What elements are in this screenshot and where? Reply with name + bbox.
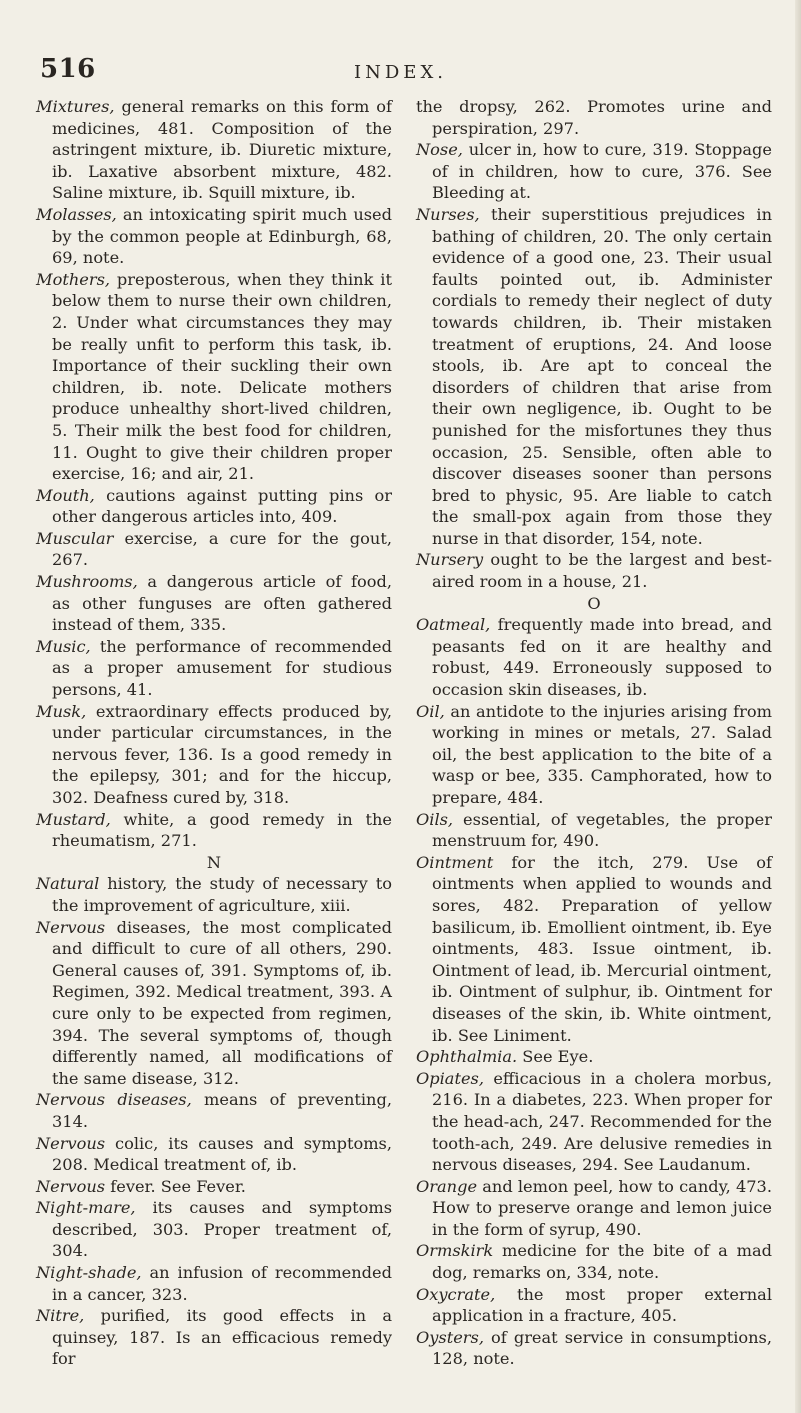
- index-entry: [416, 96, 772, 139]
- entry-text: the performance of recommended as a proper amusement for studious persons, 41.: [52, 636, 392, 700]
- entry-text: purified, its good effects in a quinsey, 187. Is an efficacious remedy for: [52, 1306, 392, 1369]
- entry-headword: Nervous diseases,: [36, 1090, 192, 1110]
- entry-text: general remarks on this form of medicines, 481. Composition of the astringent mixture, ib. Diuretic mixture, ib. Laxative absorbent mixture, 482. Saline mixture, ib. Squill mixture, ib.: [52, 97, 392, 203]
- entry-text: ought to be the largest and best-aired room in a house, 21.: [432, 550, 772, 592]
- entry-headword: Mothers,: [36, 269, 111, 289]
- entry-headword: Mixtures,: [36, 97, 115, 116]
- entry-headword: Mustard,: [36, 809, 111, 829]
- entry-headword: Ophthalmia.: [416, 1047, 518, 1067]
- entry-headword: Nose,: [416, 140, 463, 160]
- entry-text: an antidote to the injuries arising from working in mines or metals, 27. Salad oil, the best application to the bite of a wasp or bee, 335. Camphorated, how to prepare, 484.: [432, 701, 772, 807]
- index-entry: [416, 1176, 772, 1241]
- entry-text: a dangerous article of food, as other funguses are often gathered instead of them, 335.: [52, 572, 392, 635]
- entry-headword: Muscular: [36, 528, 114, 548]
- entry-headword: Oatmeal,: [416, 615, 491, 635]
- entry-text: efficacious in a cholera morbus, 216. In a diabetes, 223. When proper for the head-ach, 247. Recommended for the tooth-ach, 249. Are delusive remedies in nervous diseases, 294. See Laudanum.: [432, 1068, 772, 1175]
- index-entry: [36, 528, 392, 571]
- index-entry: [416, 1046, 772, 1068]
- entry-headword: Nursery: [416, 550, 484, 570]
- entry-text: essential, of vegetables, the proper menstruum for, 490.: [432, 809, 772, 851]
- index-entry: [36, 1089, 392, 1132]
- entry-headword: Nervous: [36, 917, 106, 937]
- section-letter: N: [206, 852, 222, 872]
- index-entry: [36, 571, 392, 636]
- index-entry: [416, 1284, 772, 1327]
- index-entry: [36, 1176, 392, 1198]
- index-entry: [36, 485, 392, 528]
- section-letter: O: [587, 593, 601, 613]
- index-entry: [36, 1197, 392, 1262]
- index-entry: [416, 852, 772, 1046]
- entry-text: an intoxicating spirit much used by the common people at Edinburgh, 68, 69, note.: [52, 204, 392, 268]
- entry-text: its causes and symptoms described, 303. Proper treatment of, 304.: [52, 1198, 392, 1261]
- entry-headword: Musk,: [36, 701, 87, 721]
- index-entry: [36, 1305, 392, 1370]
- entry-text: frequently made into bread, and peasants fed on it are healthy and robust, 449. Erroneously supposed to occasion skin diseases, ib.: [432, 615, 772, 700]
- entry-text: and lemon peel, how to candy, 473. How to preserve orange and lemon juice in the form of syrup, 490.: [432, 1176, 772, 1239]
- index-entry: [36, 96, 392, 204]
- entry-text: history, the study of necessary to the improvement of agriculture, xiii.: [52, 874, 392, 915]
- entry-text: means of preventing, 314.: [52, 1090, 392, 1131]
- index-entry: [36, 1133, 392, 1176]
- entry-text: preposterous, when they think it below them to nurse their own children, 2. Under what circumstances they may be really unfit to perform this task, ib. Importance of their suckling their own children, ib. note. Delicate mothers produce unhealthy short-lived children, 5. Their milk the best food for children, 11. Ought to give their children proper exercise, 16; and air, 21.: [52, 269, 392, 484]
- entry-text: exercise, a cure for the gout, 267.: [52, 528, 392, 570]
- entry-text: the most proper external application in a fracture, 405.: [432, 1284, 772, 1326]
- entry-headword: Opiates,: [416, 1068, 484, 1088]
- entry-headword: Nurses,: [416, 204, 480, 224]
- index-entry: [416, 1068, 772, 1176]
- index-entry: [416, 809, 772, 852]
- entry-headword: Night-shade,: [36, 1263, 142, 1283]
- index-entry: [36, 269, 392, 485]
- page-edge: [795, 0, 801, 1413]
- index-entry: [36, 1262, 392, 1305]
- index-entry: [416, 204, 772, 550]
- entry-headword: Molasses,: [36, 204, 117, 224]
- entry-text: cautions against putting pins or other dangerous articles into, 409.: [52, 485, 392, 527]
- index-entry: [36, 701, 392, 809]
- entry-text: colic, its causes and symptoms, 208. Medical treatment of, ib.: [52, 1133, 392, 1175]
- index-column-right: [416, 96, 772, 1370]
- entry-text: of great service in consumptions, 128, note.: [432, 1327, 772, 1369]
- page-number: 516: [40, 54, 96, 84]
- entry-text: fever. See Fever.: [105, 1176, 246, 1196]
- entry-headword: Ointment: [416, 852, 494, 872]
- index-entry: [36, 809, 392, 852]
- entry-headword: Nervous: [36, 1133, 106, 1153]
- entry-headword: Oils,: [416, 809, 454, 829]
- index-entry: [416, 614, 772, 700]
- entry-text: the dropsy, 262. Promotes urine and perspiration, 297.: [416, 97, 772, 138]
- entry-text: diseases, the most complicated and difficult to cure of all others, 290. General causes of, 391. Symptoms of, ib. Regimen, 392. Medical treatment, 393. A cure only to be expected from regimen, 394. The several symptoms of, though differently named, all modifications of the same disease, 312.: [52, 917, 392, 1088]
- entry-headword: Ormskirk: [416, 1241, 494, 1261]
- index-column-left: [36, 96, 392, 1370]
- entry-headword: Nitre,: [36, 1306, 85, 1326]
- entry-headword: Mouth,: [36, 485, 95, 505]
- entry-headword: Nervous: [36, 1176, 106, 1196]
- entry-text: white, a good remedy in the rheumatism, 271.: [52, 809, 392, 851]
- entry-headword: Oysters,: [416, 1327, 484, 1347]
- index-entry: [416, 1240, 772, 1283]
- entry-text: ulcer in, how to cure, 319. Stoppage of in children, how to cure, 376. See Bleeding at.: [432, 140, 772, 203]
- index-entry: [416, 139, 772, 204]
- entry-headword: Mushrooms,: [36, 572, 138, 592]
- entry-headword: Oxycrate,: [416, 1284, 496, 1304]
- entry-headword: Orange: [416, 1176, 478, 1196]
- entry-headword: Night-mare,: [36, 1198, 136, 1218]
- entry-text: for the itch, 279. Use of ointments when applied to wounds and sores, 482. Preparation of yellow basilicum, ib. Emollient ointment, ib. Eye ointments, 483. Issue ointment, ib. Ointment of lead, ib. Mercurial ointment, ib. Ointment of sulphur, ib. Ointment for diseases of the skin, ib. White ointment, ib. See Liniment.: [432, 852, 772, 1045]
- index-entry: [416, 1327, 772, 1370]
- entry-headword: Oil,: [416, 701, 445, 721]
- entry-headword: Music,: [36, 636, 91, 656]
- index-entry: [36, 917, 392, 1090]
- entry-text: their superstitious prejudices in bathing of children, 20. The only certain evidence of a good one, 23. Their usual faults pointed out, ib. Administer cordials to remedy their neglect of duty towards children, ib. Their mistaken treatment of eruptions, 24. And loose stools, ib. Are apt to conceal the disorders of children that arise from their own negligence, ib. Ought to be punished for the misfortunes they thus occasion, 25. Sensible, often able to discover diseases sooner than persons bred to physic, 95. Are liable to catch the small-pox again from those they nurse in that disorder, 154, note.: [432, 204, 772, 548]
- entry-text: medicine for the bite of a mad dog, remarks on, 334, note.: [432, 1241, 772, 1283]
- entry-headword: Natural: [36, 874, 100, 894]
- index-entry: [36, 873, 392, 916]
- entry-text: extraordinary effects produced by, under particular circumstances, in the nervous fever, 136. Is a good remedy in the epilepsy, 301; and for the hiccup, 302. Deafness cured by, 318.: [52, 701, 392, 807]
- index-entry: [416, 549, 772, 592]
- index-entry: [416, 701, 772, 809]
- index-entry: [36, 636, 392, 701]
- running-head: INDEX.: [354, 62, 447, 83]
- index-entry: [36, 204, 392, 269]
- entry-text: See Eye.: [517, 1047, 594, 1067]
- entry-text: an infusion of recommended in a cancer, 323.: [52, 1263, 392, 1304]
